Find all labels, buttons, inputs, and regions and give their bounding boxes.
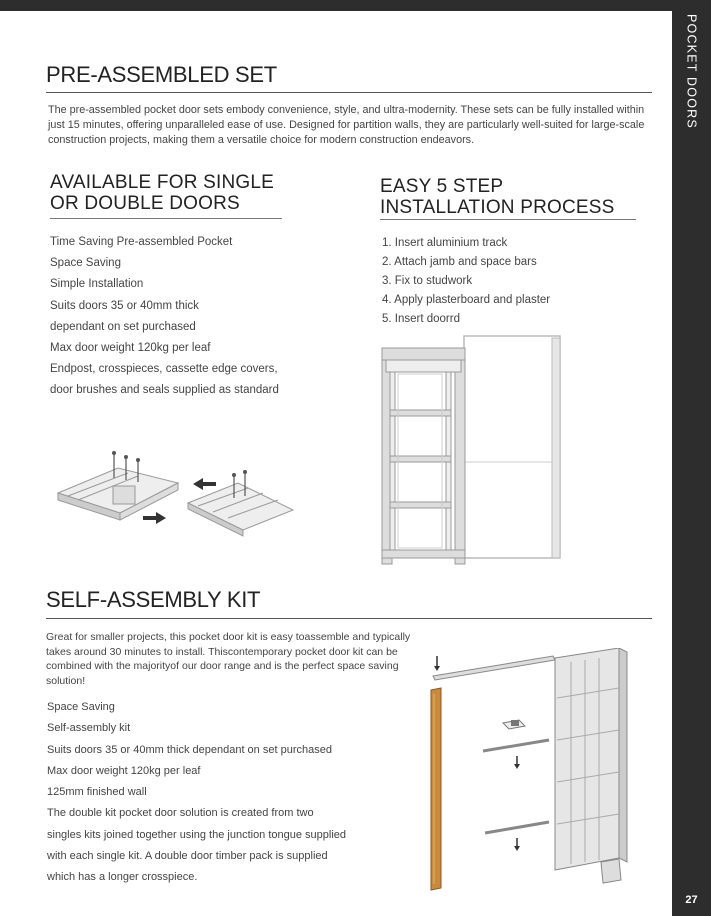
frame-components-drawing: [48, 448, 298, 538]
step-item: 2. Attach jamb and space bars: [382, 256, 537, 268]
installation-steps: [382, 234, 550, 329]
feature-item: Space Saving: [47, 701, 115, 713]
feature-item: The double kit pocket door solution is created from two: [47, 807, 314, 820]
step-item: 1. Insert aluminium track: [382, 237, 508, 249]
self-assembly-rule: [46, 618, 652, 619]
feature-item: Max door weight 120kg per leaf: [47, 764, 201, 777]
self-assembly-kit-drawing: [425, 648, 640, 893]
installation-heading-line2: INSTALLATION PROCESS: [380, 197, 615, 218]
sidebar: [672, 11, 711, 916]
feature-item: door brushes and seals supplied as standard: [50, 384, 279, 397]
installation-rule: [380, 219, 636, 220]
installation-heading-line1: EASY 5 STEP: [380, 176, 504, 197]
step-item: 3. Fix to studwork: [382, 275, 473, 287]
section-label: POCKET DOORS: [684, 14, 699, 129]
feature-item: Suits doors 35 or 40mm thick dependant on set purchased: [47, 743, 332, 756]
feature-item: 125mm finished wall: [47, 786, 147, 799]
feature-item: Max door weight 120kg per leaf: [50, 342, 211, 355]
feature-item: Suits doors 35 or 40mm thick: [50, 299, 199, 312]
feature-item: Self-assembly kit: [47, 722, 131, 735]
feature-item: Simple Installation: [50, 278, 144, 291]
feature-item: which has a longer crosspiece.: [47, 871, 198, 884]
feature-item: dependant on set purchased: [50, 320, 196, 333]
pre-assembled-title: PRE-ASSEMBLED SET: [46, 62, 277, 87]
pre-assembled-description: The pre-assembled pocket door sets embody convenience, style, and ultra-modernity. These sets can be fully installed within just 15 minutes, offering unparalleled ease of use. Designed for partition walls, they are particularly well-suited for large-scale construction projects, making them a versatile choice for modern construction endeavors.: [48, 104, 645, 146]
availability-heading-line2: OR DOUBLE DOORS: [50, 193, 240, 214]
page-number: 27: [685, 894, 698, 906]
self-assembly-description: Great for smaller projects, this pocket door kit is easy toassemble and typically takes around 30 minutes to install. Thiscontemporary pocket door kit can be combined with the majorityof our door range and is the perfect space saving solution!: [46, 631, 411, 687]
step-item: 5. Insert doorrd: [382, 313, 460, 325]
top-bar: [0, 0, 711, 11]
availability-heading: [50, 172, 274, 214]
title-rule: [46, 92, 652, 93]
self-assembly-features: [47, 697, 346, 889]
feature-item: Space Saving: [50, 257, 121, 270]
availability-features: [50, 232, 279, 402]
feature-item: Endpost, crosspieces, cassette edge covers,: [50, 363, 278, 376]
self-assembly-title: SELF-ASSEMBLY KIT: [46, 587, 261, 612]
availability-heading-line1: AVAILABLE FOR SINGLE: [50, 172, 274, 193]
feature-item: with each single kit. A double door timber pack is supplied: [47, 850, 328, 863]
feature-item: Time Saving Pre-assembled Pocket: [50, 236, 233, 248]
availability-rule: [50, 218, 282, 219]
step-item: 4. Apply plasterboard and plaster: [382, 294, 551, 306]
feature-item: singles kits joined together using the junction tongue supplied: [47, 828, 347, 841]
installation-heading: [380, 176, 615, 218]
pre-assembled-frame-drawing: [380, 334, 570, 572]
